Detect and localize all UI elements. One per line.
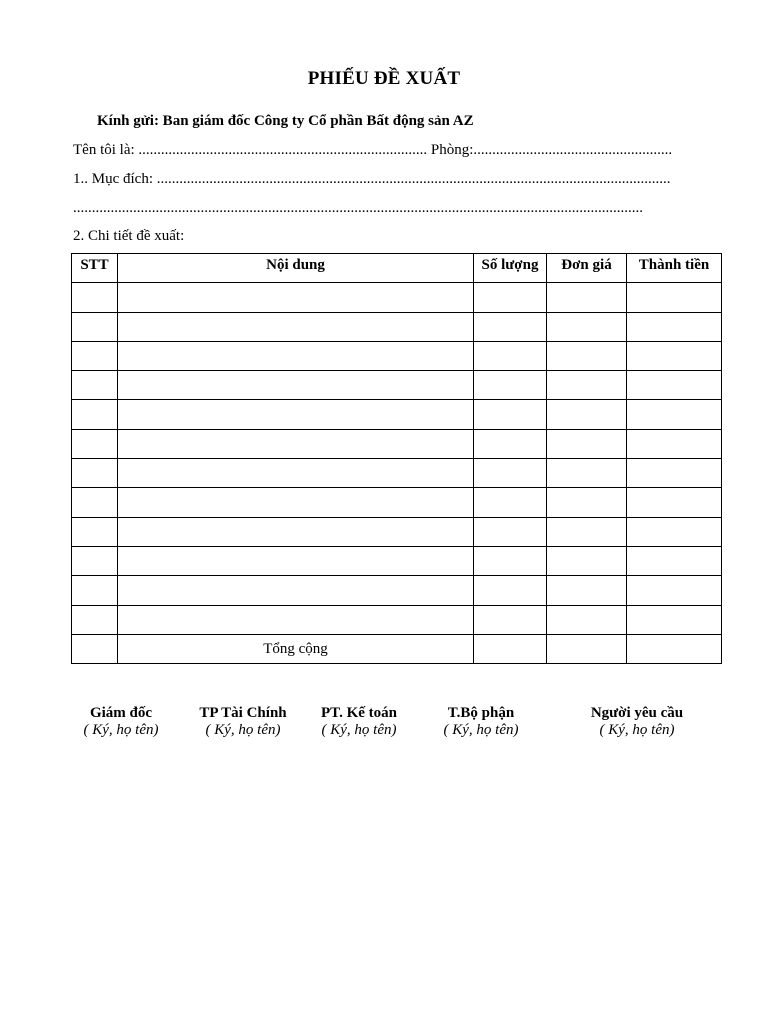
amount-cell[interactable]	[627, 283, 722, 312]
stt-cell[interactable]	[72, 371, 118, 400]
purpose-line: 1.. Mục đích: .........................................................................................................................................	[73, 171, 671, 187]
amount-cell[interactable]	[627, 459, 722, 488]
name-department-line: Tên tôi là: ............................................................................. Phòng:.....................................................	[73, 142, 673, 158]
unit-price-cell[interactable]	[547, 546, 627, 575]
unit-price-cell[interactable]	[547, 576, 627, 605]
total-label: Tổng cộng	[118, 634, 474, 663]
unit-price-cell[interactable]	[547, 517, 627, 546]
amount-cell[interactable]	[627, 371, 722, 400]
table-row	[72, 459, 722, 488]
amount-cell[interactable]	[627, 488, 722, 517]
amount-cell[interactable]	[627, 312, 722, 341]
stt-cell[interactable]	[72, 312, 118, 341]
table-row	[72, 312, 722, 341]
content-cell[interactable]	[118, 488, 474, 517]
stt-cell[interactable]	[72, 546, 118, 575]
table-row	[72, 488, 722, 517]
detail-section-label: 2. Chi tiết đề xuất:	[73, 228, 185, 244]
purpose-continuation-line: ........................................................................................................................................................	[73, 200, 643, 216]
amount-cell[interactable]	[627, 546, 722, 575]
unit-price-cell[interactable]	[547, 312, 627, 341]
table-row	[72, 605, 722, 634]
signature-role: Người yêu cầu	[590, 705, 684, 721]
signature-deputy-accountant	[309, 705, 409, 739]
table-row	[72, 283, 722, 312]
stt-cell[interactable]	[72, 341, 118, 370]
amount-cell[interactable]	[627, 400, 722, 429]
quantity-cell[interactable]	[474, 371, 547, 400]
header-stt: STT	[72, 254, 118, 283]
amount-cell[interactable]	[627, 429, 722, 458]
table-total-row	[72, 634, 722, 663]
quantity-cell[interactable]	[474, 488, 547, 517]
unit-price-cell[interactable]	[547, 488, 627, 517]
table-row	[72, 429, 722, 458]
table-body	[72, 283, 722, 664]
header-unit-price: Đơn giá	[547, 254, 627, 283]
total-quantity-cell	[474, 634, 547, 663]
quantity-cell[interactable]	[474, 459, 547, 488]
greeting-line: Kính gửi: Ban giám đốc Công ty Cổ phần Bất động sản AZ	[97, 113, 474, 129]
proposal-table	[71, 253, 722, 664]
table-row	[72, 517, 722, 546]
quantity-cell[interactable]	[474, 605, 547, 634]
content-cell[interactable]	[118, 341, 474, 370]
signature-hint: ( Ký, họ tên)	[443, 722, 519, 738]
table-row	[72, 546, 722, 575]
stt-cell[interactable]	[72, 459, 118, 488]
stt-cell[interactable]	[72, 605, 118, 634]
table-header-row	[72, 254, 722, 283]
signature-hint: ( Ký, họ tên)	[321, 722, 397, 738]
unit-price-cell[interactable]	[547, 400, 627, 429]
content-cell[interactable]	[118, 312, 474, 341]
table-row	[72, 341, 722, 370]
amount-cell[interactable]	[627, 605, 722, 634]
content-cell[interactable]	[118, 371, 474, 400]
table-row	[72, 576, 722, 605]
signature-role: PT. Kế toán	[321, 705, 397, 721]
content-cell[interactable]	[118, 459, 474, 488]
amount-cell[interactable]	[627, 341, 722, 370]
content-cell[interactable]	[118, 576, 474, 605]
quantity-cell[interactable]	[474, 429, 547, 458]
table-row	[72, 400, 722, 429]
total-stt-cell	[72, 634, 118, 663]
stt-cell[interactable]	[72, 400, 118, 429]
quantity-cell[interactable]	[474, 517, 547, 546]
stt-cell[interactable]	[72, 517, 118, 546]
unit-price-cell[interactable]	[547, 341, 627, 370]
quantity-cell[interactable]	[474, 400, 547, 429]
unit-price-cell[interactable]	[547, 605, 627, 634]
signature-role: T.Bộ phận	[447, 705, 515, 721]
signature-finance-head	[190, 705, 296, 739]
signature-hint: ( Ký, họ tên)	[205, 722, 281, 738]
amount-cell[interactable]	[627, 517, 722, 546]
unit-price-cell[interactable]	[547, 429, 627, 458]
header-amount: Thành tiền	[627, 254, 722, 283]
total-unit-price-cell	[547, 634, 627, 663]
signature-hint: ( Ký, họ tên)	[83, 722, 159, 738]
quantity-cell[interactable]	[474, 576, 547, 605]
content-cell[interactable]	[118, 400, 474, 429]
header-content: Nội dung	[118, 254, 474, 283]
quantity-cell[interactable]	[474, 341, 547, 370]
content-cell[interactable]	[118, 429, 474, 458]
stt-cell[interactable]	[72, 576, 118, 605]
content-cell[interactable]	[118, 605, 474, 634]
content-cell[interactable]	[118, 283, 474, 312]
signature-role: Giám đốc	[89, 705, 153, 721]
quantity-cell[interactable]	[474, 312, 547, 341]
stt-cell[interactable]	[72, 283, 118, 312]
stt-cell[interactable]	[72, 429, 118, 458]
signature-director	[72, 705, 170, 739]
total-amount-cell	[627, 634, 722, 663]
table-row	[72, 371, 722, 400]
content-cell[interactable]	[118, 517, 474, 546]
unit-price-cell[interactable]	[547, 283, 627, 312]
document-title: PHIẾU ĐỀ XUẤT	[307, 68, 461, 89]
stt-cell[interactable]	[72, 488, 118, 517]
quantity-cell[interactable]	[474, 283, 547, 312]
unit-price-cell[interactable]	[547, 459, 627, 488]
content-cell[interactable]	[118, 546, 474, 575]
signature-hint: ( Ký, họ tên)	[599, 722, 675, 738]
signature-requester	[580, 705, 694, 739]
amount-cell[interactable]	[627, 576, 722, 605]
quantity-cell[interactable]	[474, 546, 547, 575]
unit-price-cell[interactable]	[547, 371, 627, 400]
signature-department-head	[430, 705, 532, 739]
signature-role: TP Tài Chính	[199, 705, 287, 721]
header-quantity: Số lượng	[474, 254, 547, 283]
